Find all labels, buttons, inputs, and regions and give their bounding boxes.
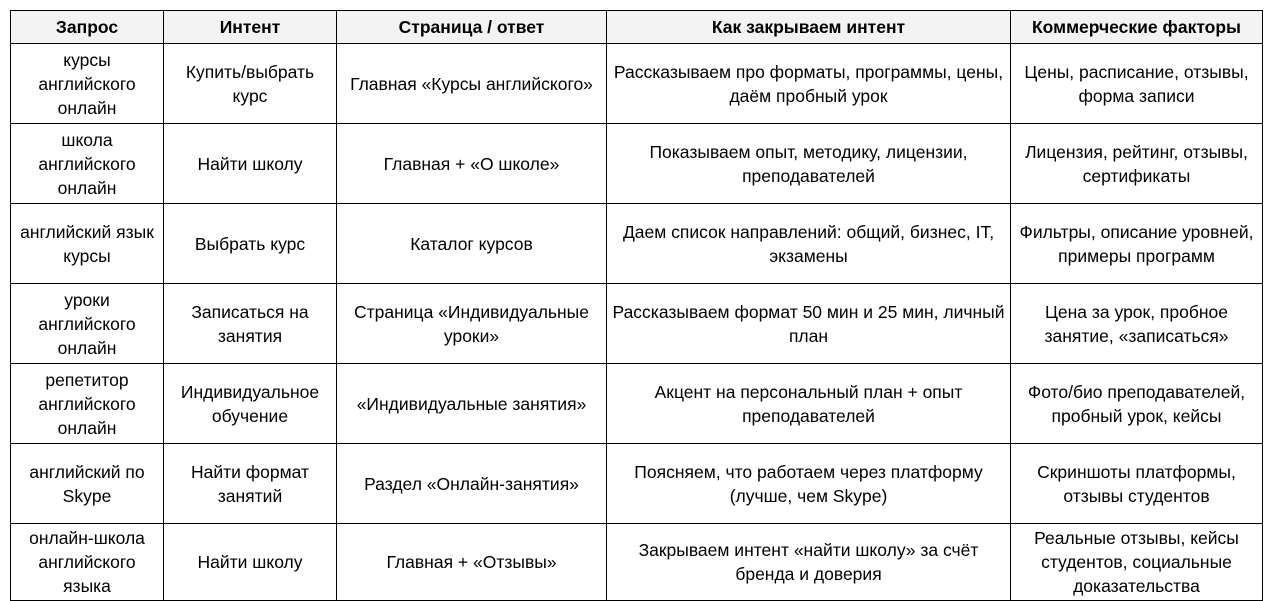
cell-page: Главная «Курсы английского» [337, 44, 607, 124]
cell-query: онлайн-школа английского языка [11, 524, 164, 601]
header-query: Запрос [11, 11, 164, 44]
cell-query: курсы английского онлайн [11, 44, 164, 124]
seo-intent-table [10, 10, 1263, 601]
cell-how: Показываем опыт, методику, лицензии, преподавателей [607, 124, 1011, 204]
cell-factors: Цена за урок, пробное занятие, «записаться» [1011, 284, 1263, 364]
cell-intent: Найти школу [164, 524, 337, 601]
cell-query: школа английского онлайн [11, 124, 164, 204]
table-row [11, 124, 1263, 204]
cell-how: Закрываем интент «найти школу» за счёт бренда и доверия [607, 524, 1011, 601]
table-row [11, 204, 1263, 284]
cell-query: английский язык курсы [11, 204, 164, 284]
cell-intent: Купить/выбрать курс [164, 44, 337, 124]
cell-factors: Фото/био преподавателей, пробный урок, кейсы [1011, 364, 1263, 444]
cell-query: уроки английского онлайн [11, 284, 164, 364]
cell-how: Рассказываем про форматы, программы, цены, даём пробный урок [607, 44, 1011, 124]
cell-how: Рассказываем формат 50 мин и 25 мин, личный план [607, 284, 1011, 364]
cell-intent: Выбрать курс [164, 204, 337, 284]
header-row [11, 11, 1263, 44]
cell-page: Главная + «Отзывы» [337, 524, 607, 601]
header-commercial-factors: Коммерческие факторы [1011, 11, 1263, 44]
cell-intent: Индивидуальное обучение [164, 364, 337, 444]
cell-query: репетитор английского онлайн [11, 364, 164, 444]
header-intent: Интент [164, 11, 337, 44]
cell-factors: Реальные отзывы, кейсы студентов, социальные доказательства [1011, 524, 1263, 601]
table-row [11, 44, 1263, 124]
cell-how: Акцент на персональный план + опыт преподавателей [607, 364, 1011, 444]
table-row [11, 284, 1263, 364]
cell-page: Раздел «Онлайн-занятия» [337, 444, 607, 524]
table-row [11, 524, 1263, 601]
cell-factors: Лицензия, рейтинг, отзывы, сертификаты [1011, 124, 1263, 204]
cell-intent: Найти школу [164, 124, 337, 204]
cell-how: Даем список направлений: общий, бизнес, IT, экзамены [607, 204, 1011, 284]
header-page-answer: Страница / ответ [337, 11, 607, 44]
cell-factors: Цены, расписание, отзывы, форма записи [1011, 44, 1263, 124]
cell-intent: Записаться на занятия [164, 284, 337, 364]
cell-factors: Скриншоты платформы, отзывы студентов [1011, 444, 1263, 524]
cell-page: «Индивидуальные занятия» [337, 364, 607, 444]
cell-page: Страница «Индивидуальные уроки» [337, 284, 607, 364]
cell-factors: Фильтры, описание уровней, примеры программ [1011, 204, 1263, 284]
cell-query: английский по Skype [11, 444, 164, 524]
cell-intent: Найти формат занятий [164, 444, 337, 524]
header-how-close-intent: Как закрываем интент [607, 11, 1011, 44]
cell-page: Главная + «О школе» [337, 124, 607, 204]
table-row [11, 444, 1263, 524]
cell-page: Каталог курсов [337, 204, 607, 284]
table-row [11, 364, 1263, 444]
cell-how: Поясняем, что работаем через платформу (лучше, чем Skype) [607, 444, 1011, 524]
